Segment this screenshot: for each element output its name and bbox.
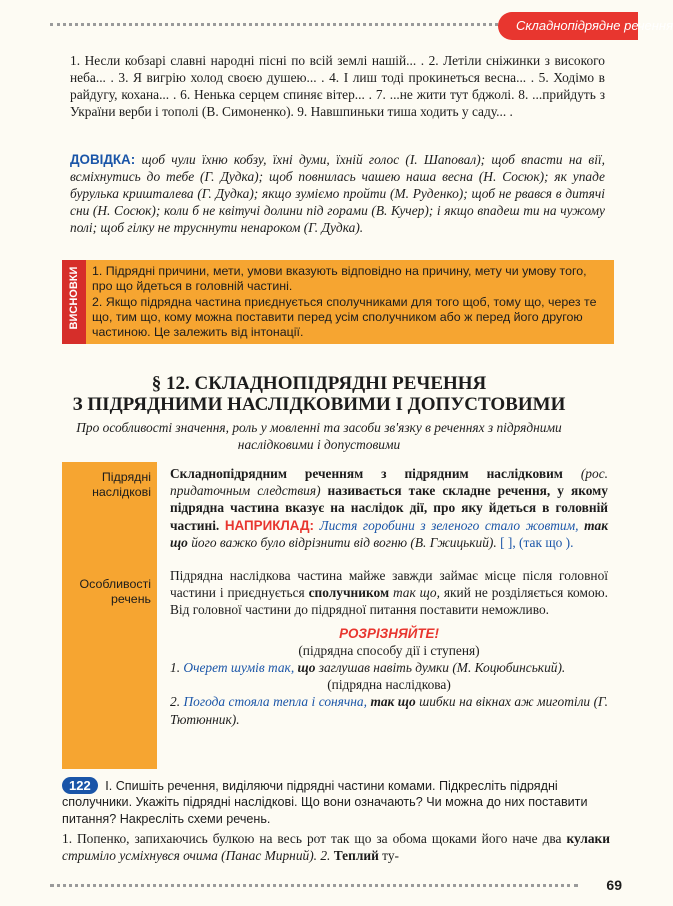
bottom-dotted-rule — [50, 884, 578, 887]
sidebar-label-features: Особливості речень — [79, 577, 151, 606]
exercise-number-badge: 122 — [62, 777, 98, 794]
section-title — [0, 373, 638, 415]
theory-sidebar — [62, 462, 157, 769]
section-title-line: § 12. СКЛАДНОПІДРЯДНІ РЕЧЕННЯ — [151, 373, 487, 394]
exercise-task — [62, 777, 610, 827]
features-text-2: який не розділяється комою. Від головної частини до підрядної питання поставити неможливо. — [170, 585, 609, 618]
definition-body: називається таке складне речення, у якому підрядна частина вказує на наслідок дії, про яку йдеться в головній частині. — [170, 483, 608, 533]
section-title-line: З ПІДРЯДНИМИ НАСЛІДКОВИМИ І ДОПУСТОВИМИ — [72, 394, 566, 415]
case1-rest: заглушав навіть думки (М. Коцюбинський). — [318, 660, 566, 676]
theory-block — [62, 462, 610, 769]
definition-term: Складнопідрядним реченням з підрядним наслідковим — [170, 466, 563, 481]
exercise-instructions: I. Спишіть речення, виділяючи підрядні частини комами. Підкресліть підрядні сполучники. Укажіть підрядні наслідкові. Що вони означають? Чи можна до них поставити питання? Накресліть схеми речень. — [62, 779, 588, 826]
exercise-bold-word: кулаки — [566, 831, 610, 846]
distinguish-heading: РОЗРІЗНЯЙТЕ! — [339, 625, 439, 641]
reference-block — [70, 151, 605, 236]
conclusions-tab-label: ВИСНОВКИ — [68, 266, 80, 330]
case2-main: Погода стояла тепла і сонячна, — [183, 694, 367, 710]
exercise-sentence-2-rest: ту- — [382, 848, 399, 863]
example-conjunction: так що — [170, 517, 608, 550]
exercise-sentences — [62, 830, 610, 864]
chapter-header-tab: Складнопідрядне речення — [498, 12, 638, 40]
features-text: Підрядна наслідкова частина майже завжди займає місце після головної частини і приєднується — [170, 568, 608, 601]
conclusion-item: 1. Підрядні причини, мети, умови вказують відповідно на причину, мету чи умову того, про що йдеться в головній частині. — [92, 264, 587, 293]
conclusion-item: 2. Якщо підрядна частина приєднується сполучниками для того щоб, тому що, через те що, тим що, кому можна поставити перед усім сполучником або ж перед його другою частиною. Це залежить від інтонації. — [92, 295, 597, 339]
case2-rest: шибки на вікнах аж миготіли (Г. Тютюнник). — [170, 694, 608, 727]
exercise-sentences-text: 1. Несли кобзарі славні народні пісні по всій землі нашій... . 2. Летіли сніжинки з високого неба... . 3. Я вигрію холод своєю душею... . 4. І лиш тоді прокинеться весна... . 5. Ходімо в райдугу, кохана... . 6. Ненька серцем спиняє вітер... . 7. ...не жити тут бджолі. 8. ...прийдуть з України верби і тополі (В. Симоненко). 9. Навшпиньки тиша ходить у саду... . — [70, 53, 605, 119]
sidebar-label-subordinate: Підрядні наслідкові — [92, 470, 151, 499]
definition-paragraph — [170, 465, 608, 551]
case2-number: 2. — [170, 694, 181, 710]
theory-text — [170, 465, 608, 728]
case1-label: (підрядна способу дії і ступеня) — [298, 642, 480, 658]
features-conj: так що, — [392, 585, 440, 601]
case1-example — [170, 659, 608, 676]
reference-label: ДОВІДКА: — [70, 152, 136, 167]
case1-conj: що — [297, 660, 316, 676]
page-number: 69 — [606, 877, 622, 893]
reference-text: щоб чули їхню кобзу, їхні думи, їхній голос (І. Шаповал); щоб впасти на вії, всміхнутись до тебе (Г. Дудка); щоб повнилась чашею наша весна (Н. Сосюк); як упаде бурулька кришталева (Г. Дудка); якщо зуміємо пройти (М. Руденко); щоб не рвався в дитячі сни (Н. Сосюк); коли б не квітучі долини під горами (В. Кучер); і якщо впадеш ти на чужому полі; щоб гілку не трусннути ненароком (Г. Дудка). — [70, 152, 605, 235]
exercise-sentence-1: 1. Попенко, запихаючись булкою на весь рот так що за обома щоками його наче два — [62, 831, 562, 846]
exercise-bold-word-2: Теплий — [333, 848, 379, 863]
definition-russian: (рос. придаточным следствия) — [170, 466, 608, 499]
features-paragraph — [170, 567, 608, 619]
conclusions-tab — [62, 260, 86, 344]
exercise-sentence-1-rest: стриміло усміхнувся очима (Панас Мирний). 2. — [62, 848, 331, 863]
section-subtitle: Про особливості значення, роль у мовленні та засоби зв'язку в реченнях з підрядними наслідковими і допустовими — [76, 420, 562, 452]
conclusions-box — [62, 260, 614, 344]
case1-main: Очерет шумів так, — [183, 660, 295, 676]
case2-label: (підрядна наслідкова) — [327, 677, 451, 693]
top-dotted-rule — [50, 23, 498, 26]
sentence-scheme: [ ], (так що ). — [500, 534, 574, 550]
conclusions-list — [92, 264, 606, 341]
case2-example — [170, 693, 608, 727]
example-subordinate-clause: його важко було відрізнити від вогню (В. Гжицький). — [191, 534, 497, 550]
case2-conj: так що — [370, 694, 416, 710]
example-main-clause: Листя горобини з зеленого стало жовтим, — [319, 517, 579, 533]
example-label: НАПРИКЛАД: — [224, 517, 314, 533]
features-conj-label: сполучником — [308, 585, 390, 601]
case1-number: 1. — [170, 660, 181, 676]
